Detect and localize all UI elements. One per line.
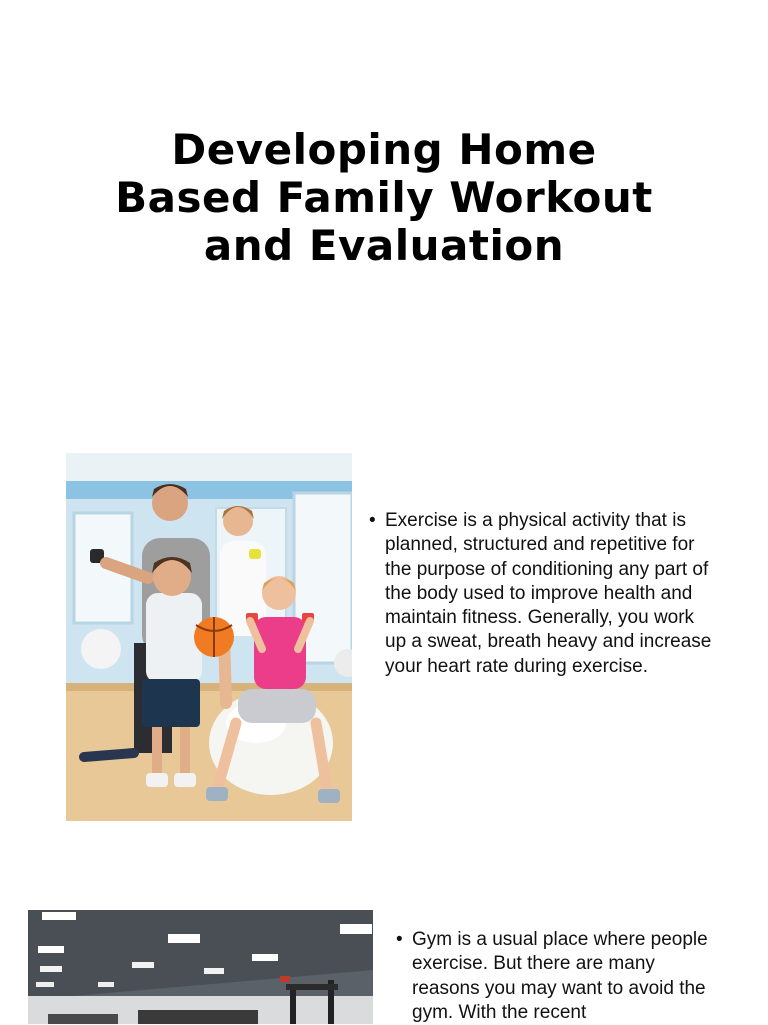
exercise-definition-text: • Exercise is a physical activity that is planned, structured and repetitive for the purpose of conditioning any part of the body used to improve health and maintain fitness. Generally, you work up a sweat, breath heavy and increase your heart rate during exercise. (369, 509, 714, 679)
gym-intro-text: • Gym is a usual place where people exercise. But there are many reasons you may want to avoid the gym. With the recent (396, 928, 716, 1025)
gym-intro-bullet (396, 928, 716, 1025)
title-line-2: Based Family Workout (115, 173, 653, 222)
slide-title (60, 126, 708, 270)
family-exercise-photo (66, 453, 352, 821)
title-line-1: Developing Home (171, 125, 597, 174)
title-line-3: and Evaluation (203, 221, 565, 270)
gym-interior-photo (28, 910, 373, 1024)
exercise-definition-bullet (369, 509, 714, 679)
